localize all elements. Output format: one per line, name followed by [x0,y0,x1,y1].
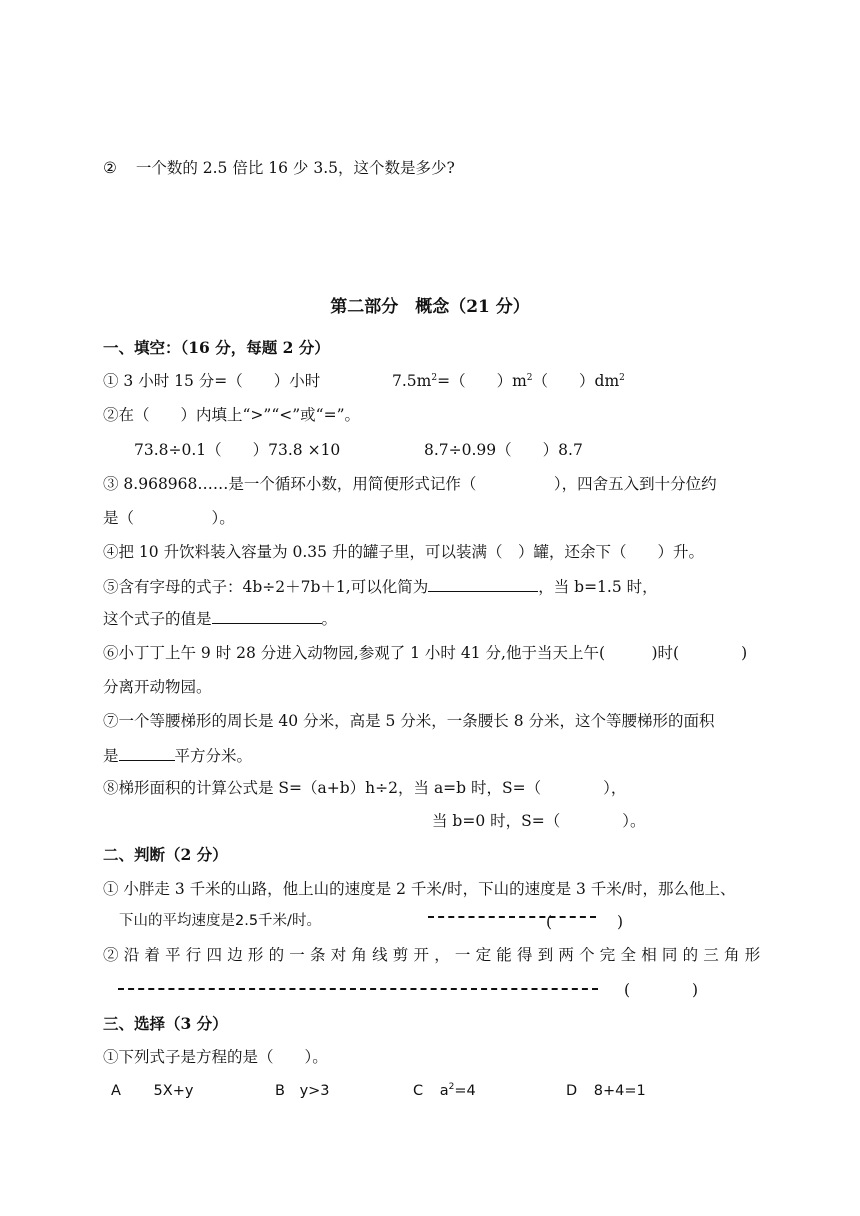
judge-q2-paren[interactable]: ( ) [624,981,699,999]
fill-q6-line1: ⑥小丁丁上午 9 时 28 分进入动物园,参观了 1 小时 41 分,他于当天上午( )时( ) [103,644,748,662]
fill-q5-line1 [103,577,658,597]
fill-q8-line2: 当 b=0 时，S=（ ）。 [432,812,646,830]
superscript: 2 [431,373,438,383]
option-label: C [413,1083,424,1099]
fill-q6-line2: 分离开动物园。 [103,678,212,696]
fill-q2-right: 8.7÷0.99（ ）8.7 [424,441,583,459]
judge-q2-dashes [118,975,598,995]
choice-option-c[interactable] [413,1081,476,1101]
fill-q7-b: 平方分米。 [174,747,253,765]
answer-blank[interactable] [428,577,538,592]
judge-q1-line1: ① 小胖走 3 千米的山路，他上山的速度是 2 千米/时，下山的速度是 3 千米/时，那么他上、 [103,880,736,898]
fill-q1-c: =（ ）m [437,372,527,390]
fill-q1-d: （ ）dm [532,372,620,390]
choice-option-b[interactable] [275,1081,330,1101]
fill-q8-line1: ⑧梯形面积的计算公式是 S=（a+b）h÷2，当 a=b 时，S=（ ）， [103,779,627,797]
fill-q5-a: ⑤含有字母的式子：4b÷2＋7b＋1,可以化简为 [103,578,429,596]
fill-q1-part-a: ① 3 小时 15 分=（ ）小时 [103,372,321,390]
judge-q1-line2: 下山的平均速度是2.5千米/时。 [119,913,321,929]
option-text: a [439,1083,449,1099]
superscript: 2 [619,373,625,383]
fill-q5-c: 这个式子的值是 [103,610,212,628]
fill-q7-line2 [103,746,252,766]
fill-q5-line2 [103,609,337,629]
option-label: B [275,1083,285,1099]
fill-q3-line2: 是（ ）。 [103,509,235,527]
choice-q1-stem: ①下列式子是方程的是（ ）。 [103,1048,328,1066]
fill-q1 [103,371,320,391]
judge-heading: 二、判断（2 分） [103,845,228,864]
fill-q2-left: 73.8÷0.1（ ）73.8 ×10 [134,441,341,459]
answer-blank[interactable] [119,746,175,761]
question-text: 一个数的 2.5 倍比 16 少 3.5，这个数是多少? [135,159,455,177]
option-text-rest: =4 [454,1083,476,1099]
fill-q5-d: 。 [321,610,338,628]
part2-title: 第二部分 概念（21 分） [330,297,530,317]
answer-blank[interactable] [212,609,322,624]
superscript: 2 [448,1082,455,1092]
fill-q1-b: 7.5m [392,372,432,390]
option-text: 8+4=1 [593,1083,646,1099]
fill-q7-a: 是 [103,747,119,765]
judge-q1-paren-left[interactable]: ( [546,913,553,931]
judge-q1-answer [428,903,596,923]
fill-q1-units [392,371,625,391]
fill-q3-line1: ③ 8.968968……是一个循环小数，用简便形式记作（ ），四舍五入到十分位约 [103,475,717,493]
superscript: 2 [526,373,533,383]
fill-heading: 一、填空：（16 分，每题 2 分） [103,338,330,357]
option-label: D [566,1083,578,1099]
choice-option-a[interactable] [111,1081,193,1101]
dashed-line [428,910,596,918]
judge-q2-line1: ②沿着平行四边形的一条对角线剪开，一定能得到两个完全相同的三角形 [103,946,766,964]
fill-q2-intro: ②在（ ）内填上“>”“<”或“=”。 [103,406,361,424]
practical-question-2 [103,158,455,178]
fill-q7-line1: ⑦一个等腰梯形的周长是 40 分米，高是 5 分米，一条腰长 8 分米，这个等腰梯形的面积 [103,712,715,730]
dashed-line [118,982,598,990]
question-number: ② [103,159,117,177]
choice-heading: 三、选择（3 分） [103,1014,228,1033]
fill-q4: ④把 10 升饮料装入容量为 0.35 升的罐子里，可以装满（ ）罐，还余下（ ）升。 [103,543,704,561]
judge-q1-paren-right[interactable]: ) [617,913,624,931]
option-label: A [111,1083,121,1099]
option-text: y>3 [299,1083,330,1099]
choice-option-d[interactable] [566,1081,646,1101]
fill-q5-b: ，当 b=1.5 时， [538,578,658,596]
option-text: 5X+y [153,1083,194,1099]
